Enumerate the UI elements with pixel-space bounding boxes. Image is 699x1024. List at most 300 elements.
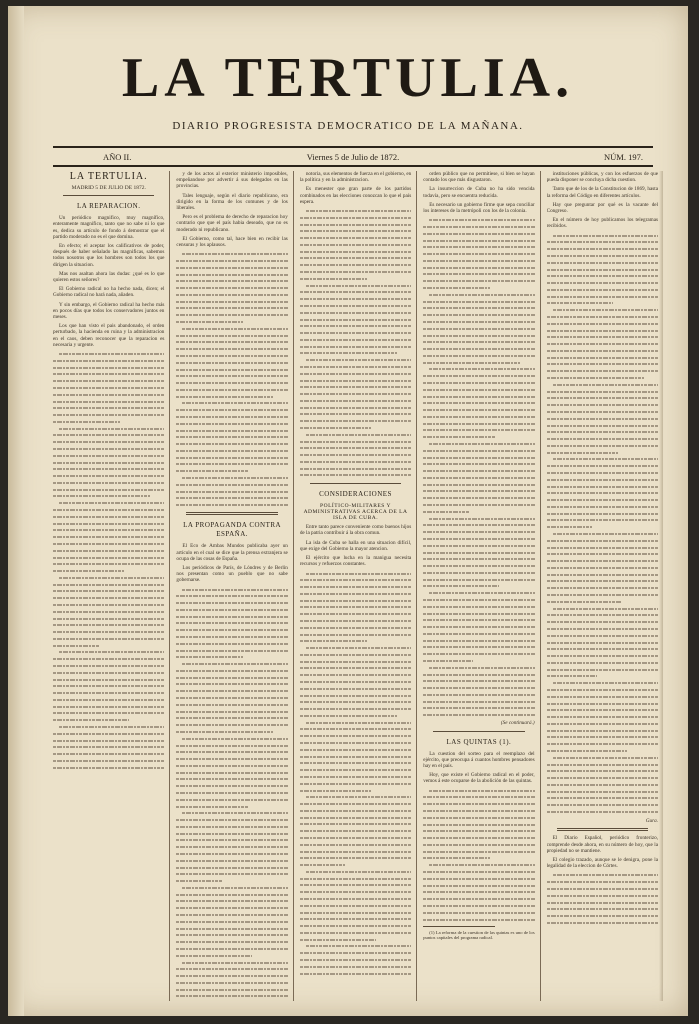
print-line (300, 384, 411, 390)
print-line (300, 405, 411, 411)
print-line (300, 693, 411, 699)
print-line (176, 489, 287, 495)
article-paragraph: Tanto que de los de la Constitucion de 1869, hasta la reforma del Código en diferentes artículos. (546, 186, 659, 199)
print-line (423, 265, 534, 271)
print-line (547, 463, 658, 469)
print-line (300, 747, 411, 753)
print-line (176, 817, 287, 823)
footnote: (1) La reforma de la cuestion de las quintas es uno de los puntos capitales del programa radical. (423, 929, 535, 941)
print-line (423, 543, 534, 549)
print-line (423, 238, 534, 244)
print-line (300, 452, 411, 458)
print-line (182, 885, 287, 891)
print-line (176, 455, 287, 461)
print-line (547, 477, 658, 483)
print-line (176, 394, 273, 400)
print-line (547, 667, 658, 673)
print-line (547, 239, 658, 245)
print-line (547, 470, 658, 476)
print-line (53, 399, 164, 405)
print-line (176, 987, 287, 993)
print-line (429, 292, 534, 298)
print-line (53, 622, 164, 628)
print-line (53, 656, 164, 662)
print-line (176, 461, 287, 467)
article-paragraph: Hoy, que existe el Gobierno radical en el poder, vemos á este ocuparse de la abolición de las quintas. (423, 772, 535, 785)
print-line (300, 228, 411, 234)
separator (433, 731, 524, 732)
print-line (53, 690, 164, 696)
article-paragraph: La cuestion del sorteo para el reemplazo del ejército, que preocupa á cuantos hombres pensadores hay en el país. (423, 750, 535, 770)
article-paragraph: El Eco de Ambas Mundos publicaba ayer un artículo en el cual se dice que la prensa extranjera se ocupa de las cosas de España. (176, 543, 288, 562)
print-line (423, 903, 534, 909)
print-line (429, 217, 534, 223)
print-line (176, 695, 287, 701)
print-line (423, 387, 534, 393)
print-line (53, 378, 164, 384)
print-line (300, 699, 411, 705)
print-line (176, 305, 287, 311)
print-line (300, 632, 411, 638)
print-line (423, 251, 534, 257)
print-line (176, 776, 287, 782)
print-line (53, 717, 129, 723)
header-rule-top (53, 146, 653, 148)
print-line (547, 687, 658, 693)
print-line (300, 611, 411, 617)
article-paragraph: notoria, sus elementos de fuerza en el gobierno, en la política y en la administracion. (299, 171, 412, 184)
print-line (547, 341, 658, 347)
print-line (547, 321, 658, 327)
print-line (182, 475, 287, 481)
print-line (300, 323, 411, 329)
print-line (547, 402, 658, 408)
print-line (300, 445, 411, 451)
print-line (547, 578, 658, 584)
print-line (423, 373, 534, 379)
print-line (182, 810, 287, 816)
print-line (300, 760, 411, 766)
print-line (423, 917, 534, 923)
print-line (53, 453, 164, 459)
print-line (423, 658, 473, 664)
print-line (300, 916, 411, 922)
print-line (423, 434, 494, 440)
print-line (53, 392, 164, 398)
print-line (53, 765, 164, 771)
print-line (176, 878, 222, 884)
masthead-title: LA TERTULIA. (121, 47, 575, 109)
print-line (547, 287, 658, 293)
print-line (176, 702, 287, 708)
print-line (300, 665, 411, 671)
print-line (53, 480, 164, 486)
print-line (547, 429, 658, 435)
article-paragraph: Hay que preguntar por qué es la vacante del Congreso. (546, 201, 659, 215)
print-line (423, 869, 534, 875)
print-line (547, 893, 658, 899)
print-line (176, 648, 287, 654)
print-line (547, 612, 658, 618)
print-line (429, 590, 534, 596)
article-paragraph: La isla de Cuba se halla en una situacion difícil, que exige del Gobierno la mayor atencion. (299, 539, 412, 552)
print-line (423, 808, 534, 814)
print-line (53, 568, 124, 574)
print-line (547, 809, 658, 815)
print-line (300, 296, 411, 302)
print-line (547, 545, 658, 551)
print-line (176, 905, 287, 911)
print-line (553, 233, 658, 239)
print-line (423, 285, 490, 291)
print-line (300, 303, 411, 309)
print-line (300, 801, 411, 807)
print-line (53, 643, 99, 649)
print-line (176, 441, 287, 447)
print-line (176, 729, 273, 735)
column-2 (176, 171, 293, 1001)
print-line (300, 625, 411, 631)
print-line (547, 484, 658, 490)
print-line (547, 741, 658, 747)
print-line (423, 522, 534, 528)
print-line (300, 350, 397, 356)
print-line (547, 734, 658, 740)
print-line (423, 631, 534, 637)
print-line (423, 380, 534, 386)
print-line (53, 710, 164, 716)
footnote-rule (423, 926, 494, 927)
print-line (306, 720, 411, 726)
print-line (53, 697, 164, 703)
print-line (176, 614, 287, 620)
print-line (423, 339, 534, 345)
print-line (176, 641, 287, 647)
print-line (423, 488, 534, 494)
print-line (176, 265, 287, 271)
print-line (300, 472, 411, 478)
print-line (547, 701, 658, 707)
print-line (547, 416, 658, 422)
print-line (53, 595, 164, 601)
print-line (423, 271, 534, 277)
print-line (423, 597, 534, 603)
print-line (423, 563, 534, 569)
year-label: AÑO II. (103, 152, 132, 162)
print-line (300, 903, 411, 909)
print-line (300, 781, 411, 787)
print-line (300, 876, 411, 882)
print-line (176, 837, 287, 843)
article-paragraph: La insurreccion de Cuba no ha sido vencida todavía, pero se encuentra reducida. (423, 186, 535, 199)
print-line (176, 966, 287, 972)
print-line (423, 583, 499, 589)
print-line (306, 943, 411, 949)
print-line (53, 460, 164, 466)
print-line (176, 278, 287, 284)
print-line (300, 439, 411, 445)
print-line (306, 869, 411, 875)
text-block (423, 788, 534, 923)
print-line (53, 582, 164, 588)
print-line (423, 482, 534, 488)
print-line (306, 208, 411, 214)
print-line (176, 299, 287, 305)
print-line (176, 448, 287, 454)
dateline (53, 152, 653, 166)
print-line (53, 507, 164, 513)
print-line (300, 411, 411, 417)
print-line (53, 561, 164, 567)
print-line (423, 427, 534, 433)
text-block (300, 571, 411, 977)
article-paragraph: El Diario Español, periódico fronterizo, comprende desde ahora, en su número de hoy, que la propiedad no se mantiene. (546, 835, 659, 854)
print-line (176, 797, 287, 803)
print-line (306, 571, 411, 577)
print-line (53, 738, 164, 744)
print-line (300, 964, 411, 970)
header-rule-bottom (53, 165, 653, 167)
print-line (176, 722, 287, 728)
print-line (547, 694, 658, 700)
print-line (176, 353, 287, 359)
print-line (423, 244, 534, 250)
print-line (53, 704, 164, 710)
print-line (423, 712, 534, 718)
print-line (547, 253, 658, 259)
print-line (553, 456, 658, 462)
print-line (53, 365, 164, 371)
print-line (423, 896, 534, 902)
print-line (423, 536, 534, 542)
print-line (176, 783, 287, 789)
print-line (300, 584, 411, 590)
print-line (53, 677, 164, 683)
print-line (53, 514, 164, 520)
print-line (300, 659, 411, 665)
article-subheading: POLÍTICO-MILITARES Y ADMINISTRATIVAS ACERCA DE LA ISLA DE CUBA. (303, 502, 408, 522)
print-line (300, 391, 411, 397)
text-block (176, 587, 287, 1001)
print-line (300, 262, 411, 268)
print-line (176, 912, 287, 918)
print-line (176, 634, 287, 640)
print-line (176, 387, 287, 393)
print-line (300, 638, 367, 644)
print-line (53, 744, 164, 750)
print-line (182, 960, 287, 966)
print-line (300, 896, 411, 902)
print-line (547, 423, 658, 429)
print-line (547, 273, 658, 279)
print-line (300, 598, 411, 604)
print-line (300, 371, 411, 377)
print-line (300, 679, 411, 685)
print-line (53, 616, 164, 622)
print-line (423, 604, 534, 610)
print-line (547, 906, 658, 912)
print-line (429, 788, 534, 794)
print-line (423, 333, 534, 339)
print-line (300, 330, 411, 336)
print-line (176, 468, 247, 474)
print-line (547, 789, 658, 795)
print-line (300, 672, 411, 678)
print-line (547, 775, 658, 781)
print-line (553, 606, 658, 612)
print-line (300, 828, 411, 834)
print-line (306, 432, 411, 438)
print-line (547, 314, 658, 320)
print-line (300, 344, 411, 350)
print-line (306, 357, 411, 363)
print-line (300, 971, 411, 977)
print-line (547, 524, 593, 530)
print-line (547, 748, 627, 754)
print-line (423, 326, 534, 332)
print-line (176, 434, 287, 440)
print-line (182, 587, 287, 593)
print-line (53, 419, 120, 425)
print-line (176, 831, 287, 837)
print-line (306, 283, 411, 289)
print-line (176, 749, 287, 755)
print-line (53, 527, 164, 533)
print-line (53, 534, 164, 540)
print-line (423, 475, 534, 481)
inner-paper-name: LA TERTULIA. (69, 171, 148, 182)
binding-edge (8, 6, 24, 1016)
print-line (423, 461, 534, 467)
print-line (59, 649, 164, 655)
print-line (300, 235, 411, 241)
print-line (176, 858, 287, 864)
print-line (547, 558, 658, 564)
print-line (300, 222, 411, 228)
print-line (423, 685, 534, 691)
print-line (423, 876, 534, 882)
print-line (176, 319, 243, 325)
print-line (306, 645, 411, 651)
article-paragraph: Un periódico magnifico, muy magnífico, enteramente magnífico, tanto que no sabe ni lo que es, dedica su artículo de fondo á demostrar que el partido moderado no es el que domina. (53, 215, 165, 240)
print-line (176, 292, 287, 298)
print-line (176, 272, 287, 278)
print-line (176, 1000, 287, 1001)
print-line (176, 482, 287, 488)
print-line (547, 504, 658, 510)
print-line (300, 713, 397, 719)
print-line (547, 707, 658, 713)
print-line (553, 531, 658, 537)
print-line (547, 294, 658, 300)
print-line (547, 721, 658, 727)
print-line (423, 346, 534, 352)
print-line (300, 269, 411, 275)
print-line (547, 633, 658, 639)
print-line (176, 790, 287, 796)
print-line (53, 636, 164, 642)
print-line (176, 844, 287, 850)
print-line (53, 405, 164, 411)
print-line (547, 646, 658, 652)
print-line (547, 768, 658, 774)
print-line (300, 855, 411, 861)
print-line (547, 355, 658, 361)
print-line (423, 312, 534, 318)
print-line (300, 459, 411, 465)
print-line (423, 577, 534, 583)
print-line (300, 862, 346, 868)
print-line (300, 310, 411, 316)
print-line (176, 770, 287, 776)
print-line (547, 497, 658, 503)
text-block (547, 872, 658, 926)
print-line (423, 258, 534, 264)
print-line (547, 389, 658, 395)
print-line (547, 728, 658, 734)
print-line (176, 373, 287, 379)
print-line (300, 726, 411, 732)
print-line (53, 683, 164, 689)
print-line (53, 731, 164, 737)
print-line (547, 795, 658, 801)
print-line (176, 973, 287, 979)
print-line (547, 762, 658, 768)
print-line (547, 653, 658, 659)
print-line (53, 758, 164, 764)
article-columns (53, 171, 663, 1001)
print-line (547, 714, 658, 720)
print-line (547, 395, 658, 401)
print-line (300, 378, 411, 384)
print-line (300, 398, 411, 404)
article-heading: CONSIDERACIONES (319, 489, 392, 498)
print-line (300, 937, 376, 943)
print-line (59, 500, 164, 506)
print-line (53, 487, 164, 493)
print-line (423, 468, 534, 474)
print-line (176, 346, 287, 352)
print-line (53, 670, 164, 676)
print-line (53, 493, 150, 499)
print-line (423, 692, 534, 698)
article-paragraph: instituciones públicas, y con los esfuerzos de que pueda disponer se concluya dicha cuestion. (546, 171, 659, 184)
print-line (176, 285, 287, 291)
print-line (423, 815, 534, 821)
print-line (423, 360, 520, 366)
print-line (547, 592, 658, 598)
print-line (547, 300, 614, 306)
print-line (53, 588, 164, 594)
print-line (176, 360, 287, 366)
article-paragraph: Y sin embargo, el Gobierno radical ha hecho más en pocos días que todos los conservadores juntos en meses. (53, 301, 165, 321)
print-line (300, 849, 411, 855)
print-line (300, 950, 411, 956)
print-line (176, 871, 287, 877)
print-line (300, 215, 411, 221)
print-line (176, 681, 287, 687)
print-line (53, 358, 164, 364)
print-line (300, 618, 411, 624)
print-line (423, 400, 534, 406)
print-line (423, 455, 534, 461)
print-line (176, 946, 287, 952)
article-paragraph: orden público que no permitiese, si bien se hayan contado los que más disgustaron. (423, 171, 535, 184)
article-heading: LA REPARACION. (76, 202, 141, 211)
print-line (547, 802, 658, 808)
print-line (176, 715, 287, 721)
article-paragraph: Es necesario un gobierno firme que sepa conciliar los intereses de la metrópoli con los de la colonia. (423, 201, 535, 215)
